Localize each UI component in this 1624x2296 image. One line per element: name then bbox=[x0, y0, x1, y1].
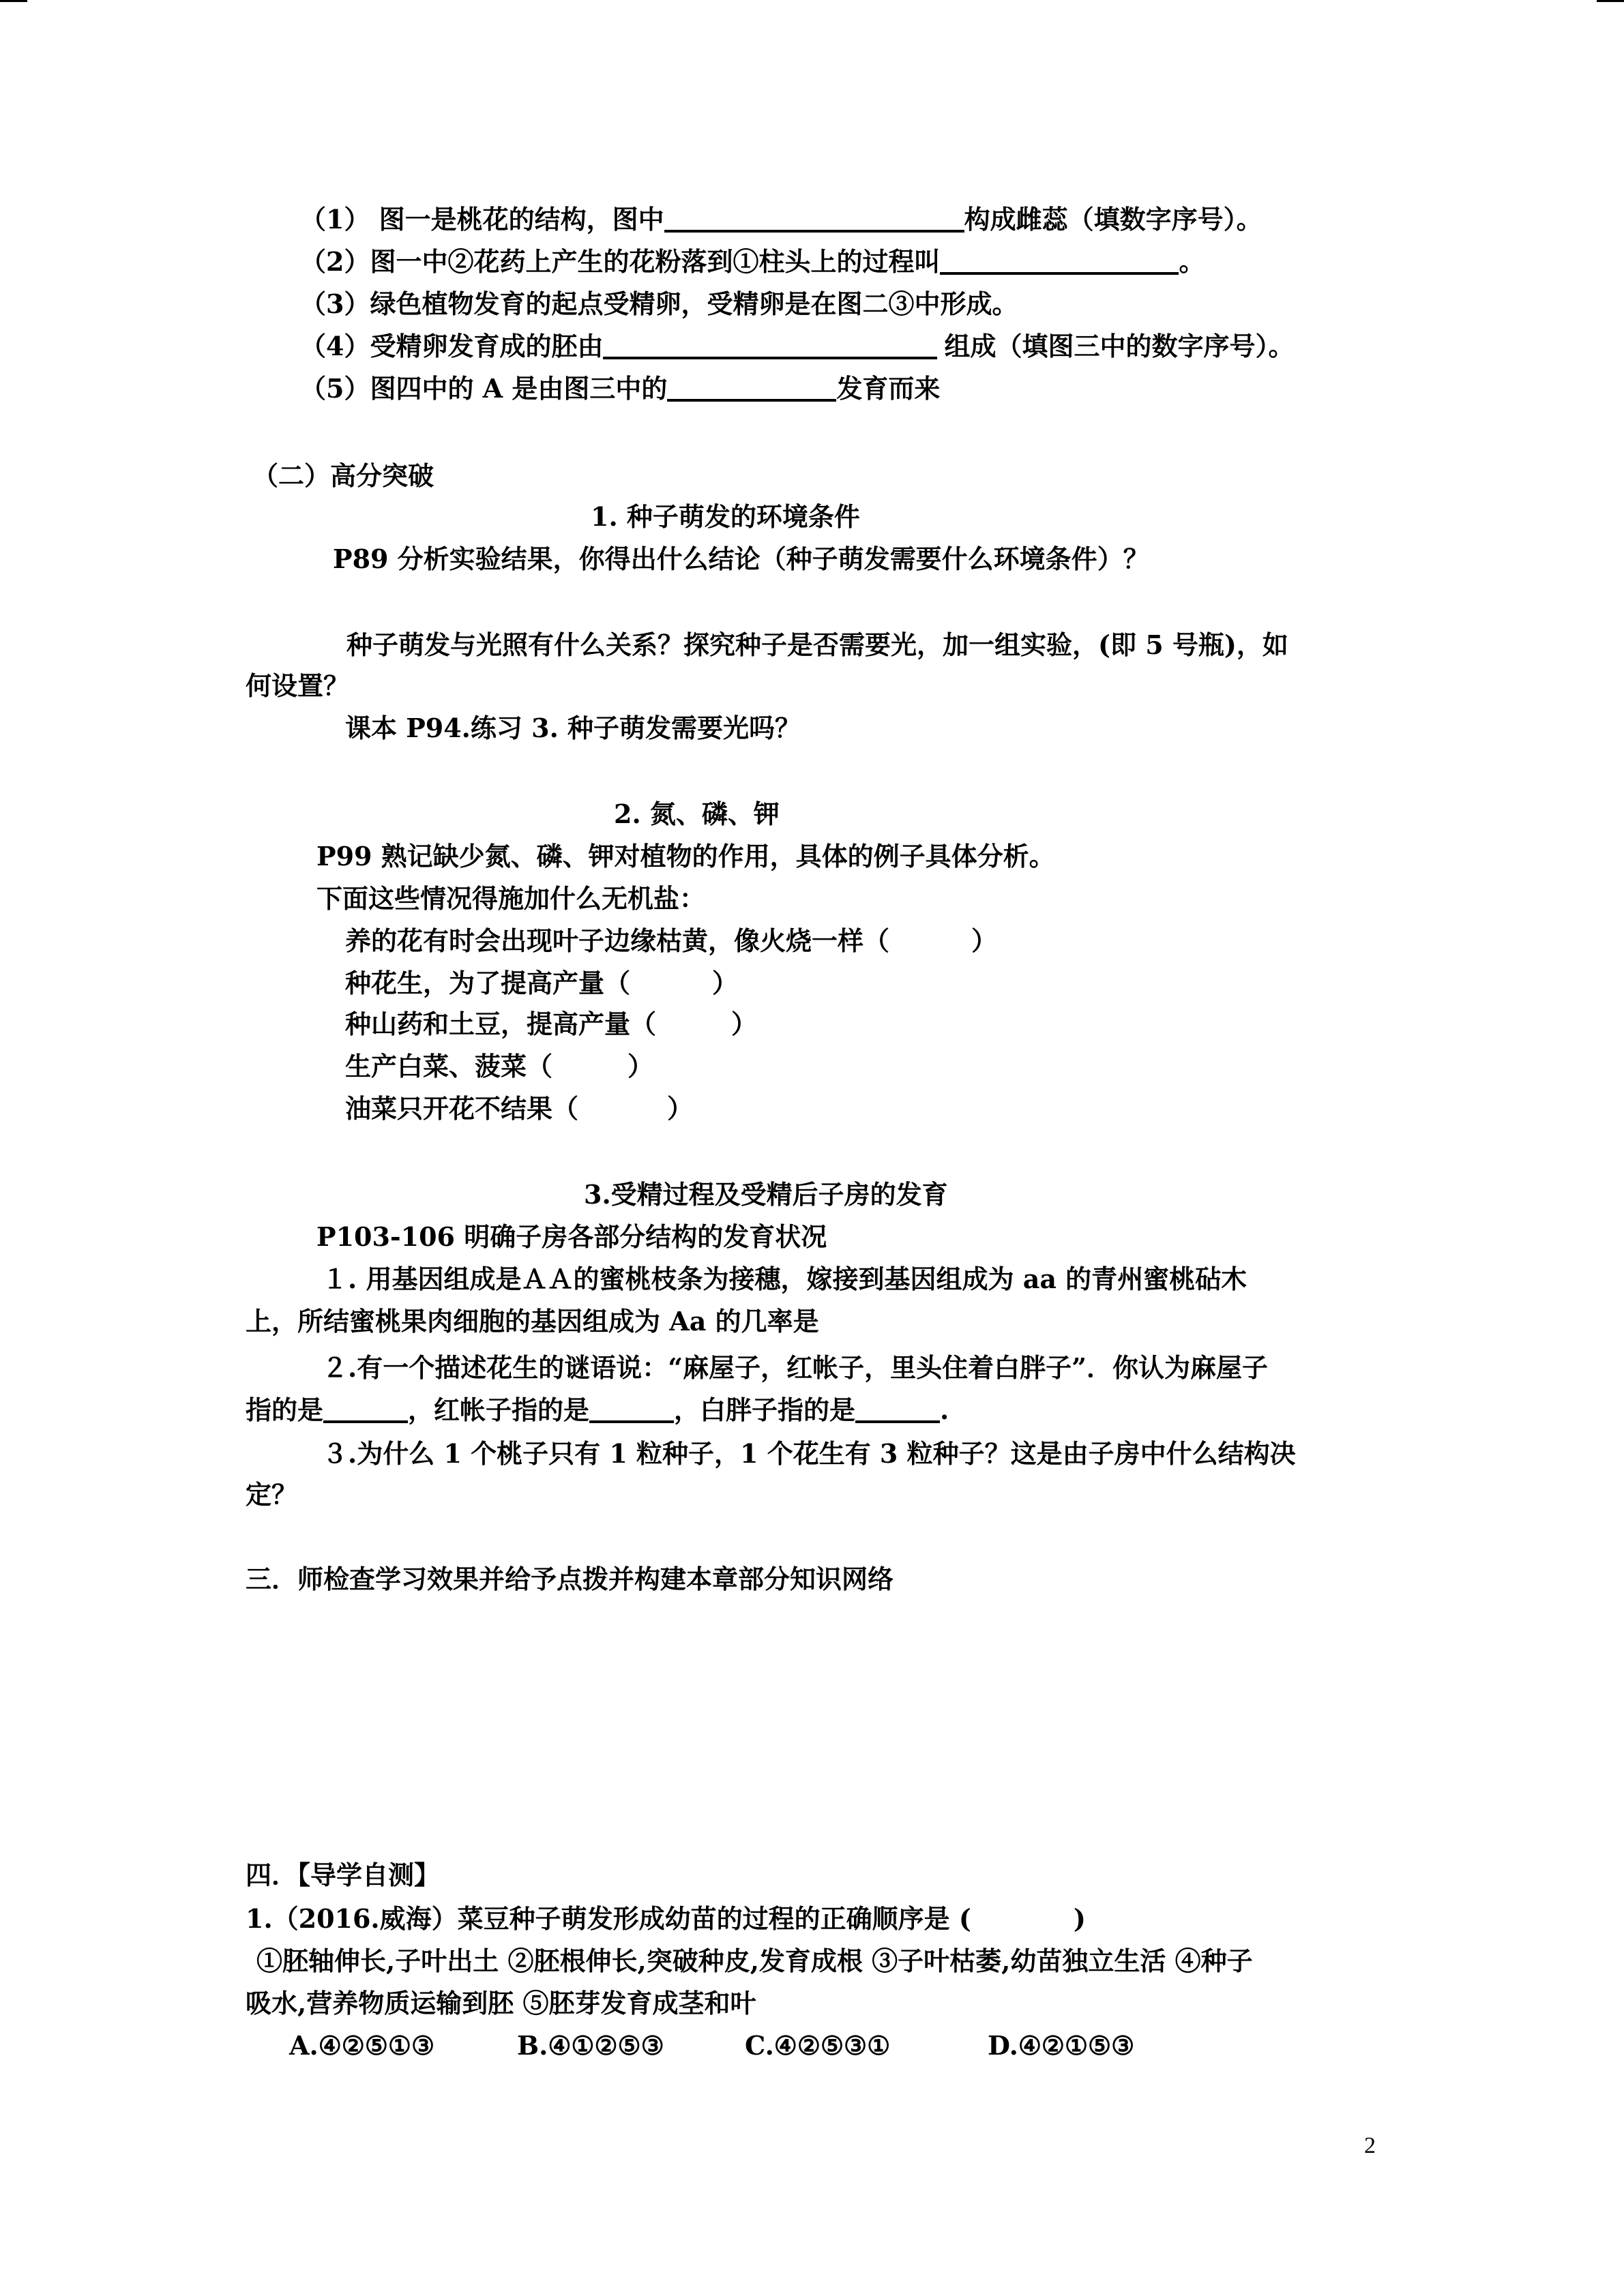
fill-item: 油菜只开花不结果（ ） bbox=[345, 1093, 694, 1124]
question-2: （2）图一中②花药上产生的花粉落到①柱头上的过程叫 。 bbox=[300, 246, 1205, 277]
topic-title: 2. 氮、磷、钾 bbox=[614, 799, 780, 829]
answer-blank[interactable] bbox=[589, 1393, 674, 1423]
topic-question-cont: 何设置？ bbox=[246, 670, 350, 701]
topic-line: P103-106 明确子房各部分结构的发育状况 bbox=[316, 1221, 827, 1252]
topic-question-cont: 定？ bbox=[246, 1479, 298, 1510]
fill-item: 种山药和土豆，提高产量（ ） bbox=[345, 1009, 758, 1039]
topic-line: 下面这些情况得施加什么无机盐： bbox=[316, 883, 706, 914]
topic-question-cont: 上，所结蜜桃果肉细胞的基因组成为 Aa 的几率是 bbox=[246, 1306, 819, 1337]
fill-item: 生产白菜、菠菜（ ） bbox=[345, 1051, 654, 1082]
answer-blank[interactable] bbox=[855, 1393, 940, 1423]
top-border-right bbox=[1597, 0, 1624, 2]
question-3: （3）绿色植物发育的起点受精卵，受精卵是在图二③中形成。 bbox=[300, 288, 1018, 319]
answer-blank[interactable] bbox=[940, 245, 1179, 275]
topic-question: ２.有一个描述花生的谜语说：“麻屋子，红帐子，里头住着白胖子”．你认为麻屋子 bbox=[322, 1352, 1268, 1383]
topic-question: １. 用基因组成是ＡＡ的蜜桃枝条为接穗，嫁接到基因组成为 aa 的青州蜜桃砧木 bbox=[322, 1264, 1247, 1294]
page-number: 2 bbox=[1364, 2133, 1376, 2158]
answer-blank[interactable] bbox=[323, 1393, 408, 1423]
section-heading: （二）高分突破 bbox=[252, 460, 434, 491]
quiz-question-cont: ①胚轴伸长,子叶出土 ②胚根伸长,突破种皮,发育成根 ③子叶枯萎,幼苗独立生活 ④种子 bbox=[256, 1945, 1253, 1976]
quiz-question: 1.（2016.威海）菜豆种子萌发形成幼苗的过程的正确顺序是 ( ) bbox=[246, 1903, 1086, 1934]
topic-line: P99 熟记缺少氮、磷、钾对植物的作用，具体的例子具体分析。 bbox=[316, 841, 1055, 871]
quiz-question-cont: 吸水,营养物质运输到胚 ⑤胚芽发育成茎和叶 bbox=[246, 1988, 756, 2018]
topic-question: ３.为什么 1 个桃子只有 1 粒种子，1 个花生有 3 粒种子？这是由子房中什么结构决 bbox=[322, 1438, 1296, 1469]
topic-question: 种子萌发与光照有什么关系？探究种子是否需要光，加一组实验，(即 5 号瓶)，如 bbox=[346, 629, 1288, 660]
riddle-blanks: 指的是 ，红帐子指的是 ，白胖子指的是 . bbox=[246, 1395, 949, 1425]
quiz-option-d[interactable]: D.④②①⑤③ bbox=[988, 2030, 1135, 2061]
quiz-option-a[interactable]: A.④②⑤①③ bbox=[289, 2030, 435, 2061]
quiz-option-b[interactable]: B.④①②⑤③ bbox=[517, 2030, 664, 2061]
question-5: （5）图四中的 A 是由图三中的 发育而来 bbox=[300, 373, 941, 404]
topic-question: P89 分析实验结果，你得出什么结论（种子萌发需要什么环境条件）？ bbox=[333, 543, 1149, 574]
fill-item: 养的花有时会出现叶子边缘枯黄，像火烧一样（ ） bbox=[345, 925, 998, 956]
answer-blank[interactable] bbox=[603, 329, 937, 359]
top-border-left bbox=[0, 0, 27, 2]
topic-title: 1. 种子萌发的环境条件 bbox=[591, 501, 860, 532]
answer-blank[interactable] bbox=[667, 372, 836, 402]
topic-question: 课本 P94.练习 3. 种子萌发需要光吗？ bbox=[345, 713, 801, 743]
answer-blank[interactable] bbox=[664, 203, 964, 233]
section-heading: 四．【导学自测】 bbox=[246, 1860, 441, 1890]
quiz-option-c[interactable]: C.④②⑤③① bbox=[745, 2030, 891, 2061]
fill-item: 种花生，为了提高产量（ ） bbox=[345, 968, 739, 998]
topic-title: 3.受精过程及受精后子房的发育 bbox=[584, 1179, 948, 1210]
question-1: （1） 图一是桃花的结构，图中 构成雌蕊（填数字序号）。 bbox=[300, 204, 1263, 235]
section-heading: 三．师检查学习效果并给予点拨并构建本章部分知识网络 bbox=[246, 1564, 894, 1594]
question-4: （4）受精卵发育成的胚由 组成（填图三中的数字序号）。 bbox=[300, 331, 1295, 361]
